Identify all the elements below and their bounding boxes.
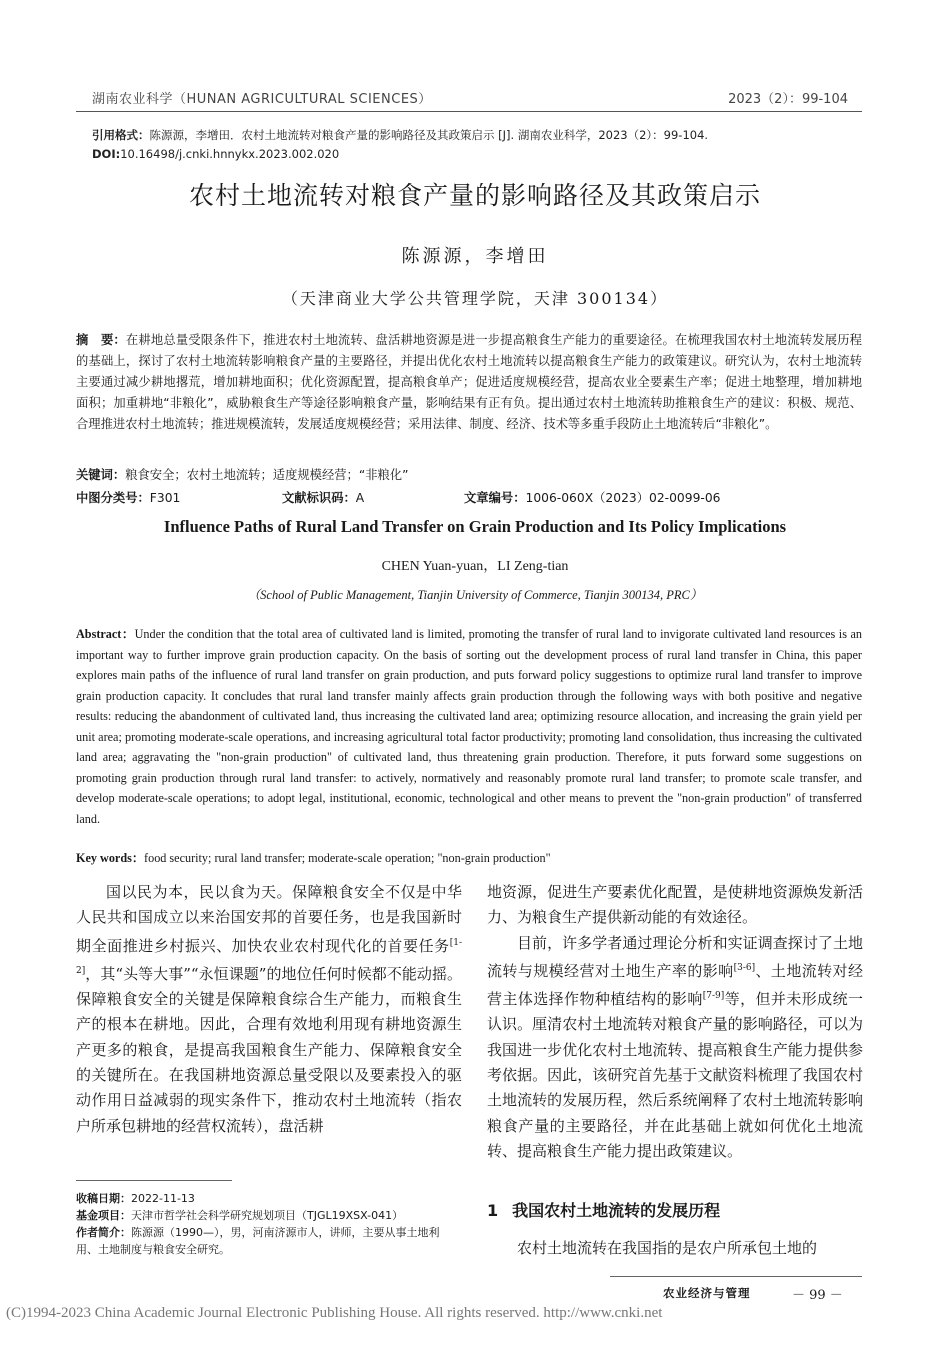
reference-mark[interactable]: [1-2] bbox=[76, 937, 462, 976]
authors-en: CHEN Yuan-yuan，LI Zeng-tian bbox=[381, 559, 569, 574]
doi-value[interactable]: 10.16498/j.cnki.hnnykx.2023.002.020 bbox=[120, 147, 340, 161]
section-title: 我国农村土地流转的发展历程 bbox=[512, 1201, 721, 1220]
author-bio-text: 陈源源（1990—），男，河南济源市人，讲师，主要从事土地利用、土地制度与粮食安全研究。 bbox=[76, 1226, 440, 1256]
keywords-cn-text: 粮食安全；农村土地流转；适度规模经营；“非粮化” bbox=[125, 468, 409, 482]
fund-text: 天津市哲学社会科学研究规划项目（TJGL19XSX-041） bbox=[131, 1209, 404, 1222]
body-column-right bbox=[487, 880, 863, 1164]
keywords-en-label: Key words： bbox=[76, 851, 145, 865]
header-rule bbox=[76, 111, 862, 112]
doc-label: 文献标识码： bbox=[282, 491, 356, 505]
page-number: － 99 － bbox=[792, 1288, 843, 1303]
body-paragraph bbox=[76, 880, 462, 1139]
doc-value: A bbox=[355, 491, 365, 505]
abstract-en bbox=[76, 624, 862, 829]
citation-block bbox=[92, 126, 872, 164]
reference-mark[interactable]: [7-9] bbox=[702, 991, 725, 1002]
clc-label: 中图分类号： bbox=[76, 491, 150, 505]
authors-cn: 陈源源，李增田 bbox=[401, 246, 549, 267]
footer-rule bbox=[610, 1276, 862, 1277]
abstract-cn bbox=[76, 330, 862, 435]
clc-number bbox=[76, 488, 180, 506]
copyright-watermark: (C)1994-2023 China Academic Journal Electronic Publishing House. All rights reserved. http://www.cnki.net bbox=[6, 1305, 663, 1321]
body-text: 国以民为本，民以食为天。保障粮食安全不仅是中华人民共和国成立以来治国安邦的首要任务，也是我国新时期全面推进乡村振兴、加快农业农村现代化的首要任务 bbox=[76, 883, 462, 955]
section-number: 1 bbox=[487, 1201, 499, 1220]
affiliation-cn: （天津商业大学公共管理学院，天津 300134） bbox=[281, 289, 669, 308]
body-column-left bbox=[76, 880, 462, 1139]
author-bio-label: 作者简介： bbox=[76, 1226, 131, 1239]
citation-text: 陈源源，李增田．农村土地流转对粮食产量的影响路径及其政策启示 [J]. 湖南农业科学，2023（2）：99-104. bbox=[149, 128, 709, 142]
footer-section-label: 农业经济与管理 bbox=[663, 1286, 751, 1300]
body-text: 目前，许多学者通过理论分析和实证调查探讨了土地流转与规模经营对土地生产率的影响 bbox=[487, 933, 863, 980]
received-date: 2022-11-13 bbox=[131, 1192, 195, 1205]
abstract-en-label: Abstract： bbox=[76, 627, 135, 641]
page-title: 农村土地流转对粮食产量的影响路径及其政策启示 bbox=[188, 181, 761, 210]
section-heading bbox=[487, 1198, 720, 1221]
keywords-en-text: food security; rural land transfer; moderate-scale operation; "non-grain production" bbox=[144, 851, 551, 865]
body-text: ，其“头等大事”“永恒课题”的地位任何时候都不能动摇。保障粮食安全的关键是保障粮食综合生产能力，而粮食生产的根本在耕地。因此，合理有效地利用现有耕地资源生产更多的粮食，是提高我国粮食生产能力、保障粮食安全的关键所在。在我国耕地资源总量受限以及要素投入的驱动作用日益减弱的现实条件下，推动农村土地流转（指农户所承包耕地的经营权流转），盘活耕 bbox=[76, 964, 462, 1135]
document-code bbox=[282, 488, 364, 506]
fund-label: 基金项目： bbox=[76, 1209, 131, 1222]
issue-info: 2023（2）：99-104 bbox=[728, 92, 848, 107]
section-body: 农村土地流转在我国指的是农户所承包土地的 bbox=[517, 1239, 818, 1257]
article-number bbox=[464, 488, 720, 506]
footnotes bbox=[76, 1190, 456, 1258]
body-text: 等，但并未形成统一认识。厘清农村土地流转对粮食产量的影响路径，可以为我国进一步优化农村土地流转、提高粮食生产能力提供参考依据。因此，该研究首先基于文献资料梳理了我国农村土地流转的发展历程，然后系统阐释了农村土地流转影响粮食产量的主要路径，并在此基础上就如何优化土地流转、提高粮食生产能力提出政策建议。 bbox=[487, 990, 863, 1160]
body-paragraph bbox=[487, 931, 863, 1165]
footnote-divider bbox=[76, 1180, 232, 1181]
keywords-cn-label: 关键词： bbox=[76, 468, 126, 482]
body-paragraph: 地资源，促进生产要素优化配置，是使耕地资源焕发新活力、为粮食生产提供新动能的有效途径。 bbox=[487, 883, 863, 927]
citation-label: 引用格式： bbox=[92, 128, 150, 142]
body-text: 、土地流转对经营主体选择作物种植结构的影响 bbox=[487, 961, 863, 1009]
article-value: 1006-060X（2023）02-0099-06 bbox=[525, 491, 721, 505]
keywords-en bbox=[76, 849, 551, 866]
reference-mark[interactable]: [3-6] bbox=[733, 962, 756, 973]
affiliation-en: （School of Public Management, Tianjin University of Commerce, Tianjin 300134, PRC） bbox=[247, 588, 703, 602]
abstract-cn-label: 摘 要： bbox=[76, 333, 126, 347]
abstract-en-text: Under the condition that the total area of cultivated land is limited, promoting the transfer of rural land to invigorate cultivated land resources is an important way to further improve grain production capacity. On the basis of sorting out the development process of rural land transfer in China, this paper explores main paths of the influence of rural land transfer on grain production, and puts forward policy suggestions to optimize rural land transfer to improve grain production capacity. It concludes that rural land transfer mainly affects grain production through the following ways with both positive and negative results: reducing the abandonment of cultivated land, thus increasing the cultivated land area; optimizing resource allocation, and increasing the grain yield per unit area; promoting moderate-scale operations, and increasing agricultural total factor productivity; promoting land consolidation, thus increasing the cultivated land area; aggravating the "non-grain production" of cultivated land, thus threatening grain production. Therefore, it puts forward some suggestions on promoting grain production through rural land transfer: to actively, normatively and reasonably promote rural land transfer; to promote scale transfer, and develop moderate-scale operations; to adopt legal, institutional, economic, technological and other means to prevent the "non-grain production" of transferred land. bbox=[76, 627, 862, 826]
abstract-cn-text: 在耕地总量受限条件下，推进农村土地流转、盘活耕地资源是进一步提高粮食生产能力的重要途径。在梳理我国农村土地流转发展历程的基础上，探讨了农村土地流转影响粮食产量的主要路径，并提出优化农村土地流转以提高粮食生产能力的政策建议。研究认为，农村土地流转主要通过减少耕地撂荒，增加耕地面积；优化资源配置，提高粮食单产；促进适度规模经营，提高农业全要素生产率；促进土地整理，增加耕地面积；加重耕地“非粮化”，威胁粮食生产等途径影响粮食产量，影响结果有正有负。提出通过农村土地流转助推粮食生产的建议：积极、规范、合理推进农村土地流转；推进规模流转，发展适度规模经营；采用法律、制度、经济、技术等多重手段防止土地流转后“非粮化”。 bbox=[76, 333, 862, 431]
keywords-cn bbox=[76, 465, 408, 483]
journal-header: 湖南农业科学（HUNAN AGRICULTURAL SCIENCES） bbox=[92, 92, 432, 107]
clc-value: F301 bbox=[149, 491, 181, 505]
title-en: Influence Paths of Rural Land Transfer on Grain Production and Its Policy Implications bbox=[163, 517, 787, 536]
doi-label: DOI: bbox=[92, 147, 121, 161]
article-label: 文章编号： bbox=[464, 491, 526, 505]
received-label: 收稿日期： bbox=[76, 1192, 131, 1205]
